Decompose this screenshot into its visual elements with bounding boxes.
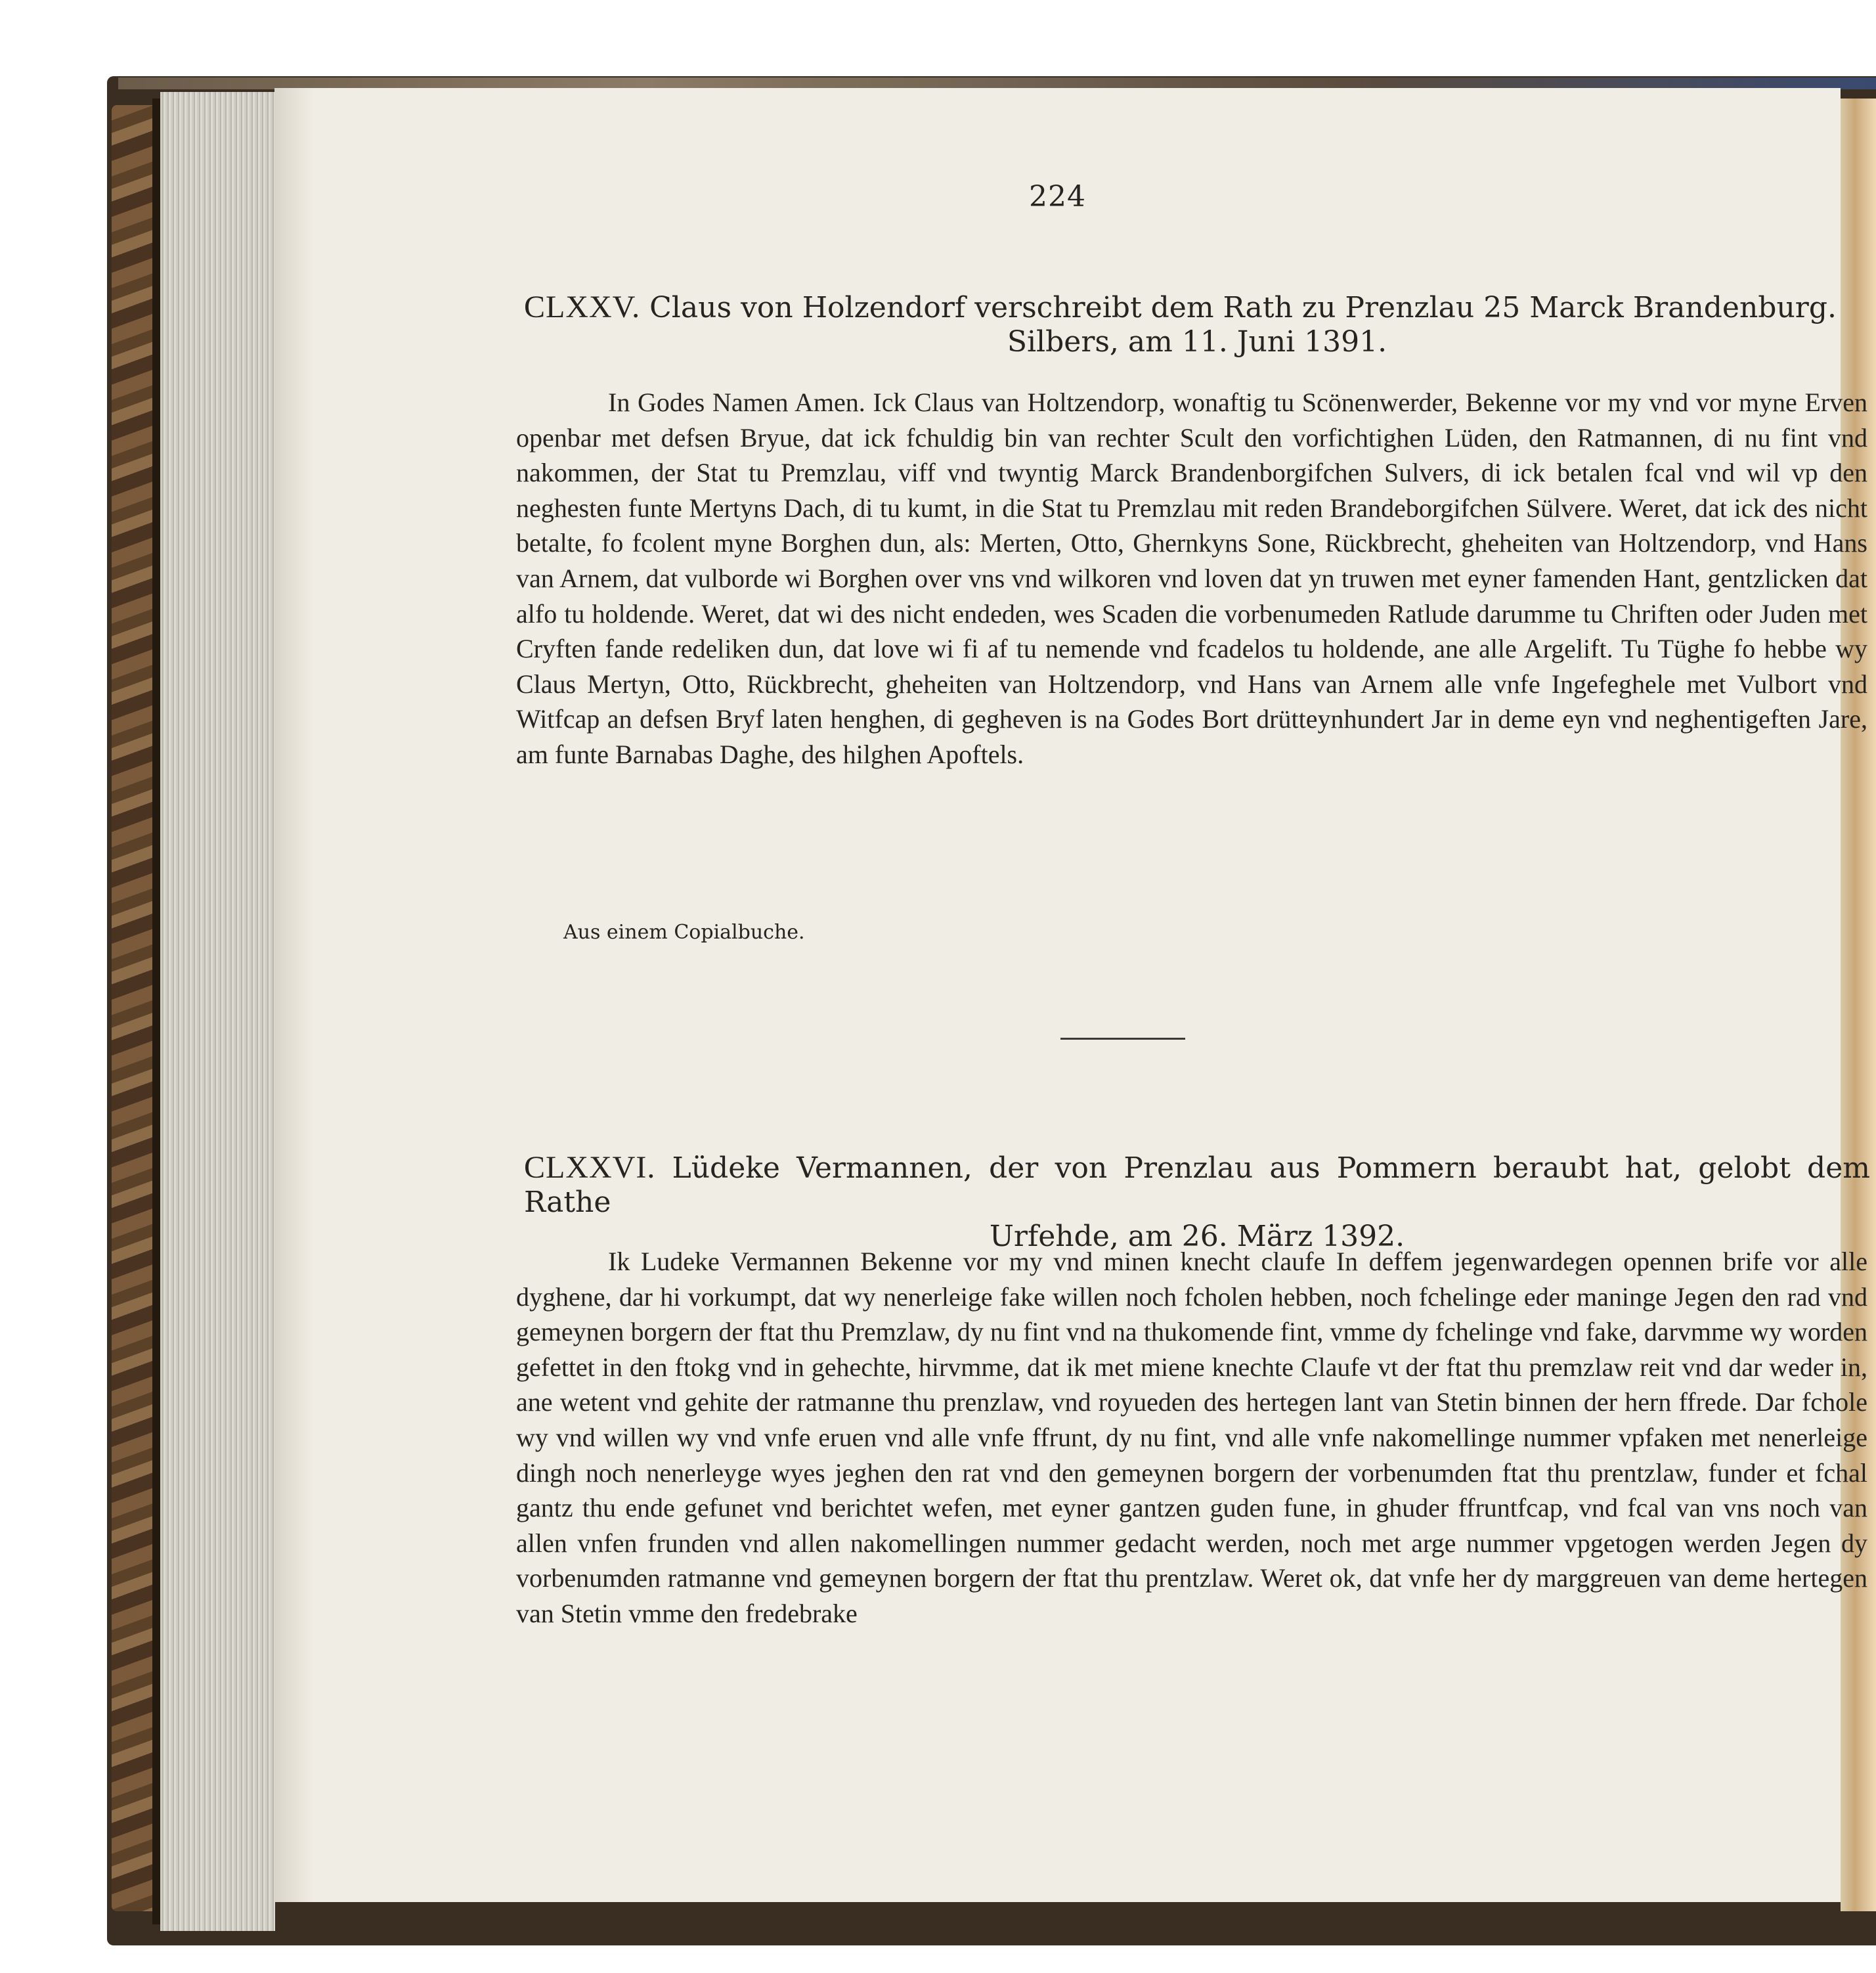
doc2-body (516, 1244, 1867, 1631)
facing-page-edge (1841, 99, 1876, 1911)
doc2-heading (524, 1151, 1870, 1254)
page-stack-edge (160, 92, 275, 1931)
doc1-body-text: In Godes Namen Amen. Ick Claus van Holtzendorp, wonaftig tu Scönenwerder, Bekenne vor my vnd vor myne Erven openbar met defsen Bryue, dat ick fchuldig bin van rechter Scult den vorfichtighen Lüden, den Ratmannen, di nu fint vnd nakommen, der Stat tu Premzlau, viff vnd twyntig Marck Brandenborgifchen Sulvers, di ick betalen fcal vnd wil vp den neghesten funte Mertyns Dach, di tu kumt, in die Stat tu Premzlau mit reden Brandeborgifchen Sülvere. Weret, dat ick des nicht betalte, fo fcolent myne Borghen dun, als: Merten, Otto, Ghernkyns Sone, Rückbrecht, gheheiten van Holtzendorp, vnd Hans van Arnem, dat vulborde wi Borghen over vns vnd wilkoren vnd loven dat yn truwen met eyner famenden Hant, gentzlicken dat alfo tu holdende. Weret, dat wi des nicht endeden, wes Scaden die vorbenumeden Ratlude darumme tu Chriften oder Juden met Cryften fande redeliken dun, dat love wi fi af tu nemende vnd fcadelos tu holdende, ane alle Argelift. Tu Tüghe fo hebbe wy Claus Mertyn, Otto, Rückbrecht, gheheiten van Holtzendorp, vnd Hans van Arnem alle vnfe Ingefeghele met Vulbort vnd Witfcap an defsen Bryf laten henghen, di gegheven is na Godes Bort drütteynhundert Jar in deme eyn vnd neghentigeften Jare, am funte Barnabas Daghe, des hilghen Apoftels. (516, 388, 1867, 769)
book-spine (152, 99, 160, 1924)
doc2-numeral: CLXXVI. (524, 1150, 656, 1185)
doc1-heading (524, 290, 1870, 359)
marbled-cover-edge (112, 105, 158, 1911)
doc2-title-line1: Lüdeke Vermannen, der von Prenzlau aus Pommern beraubt hat, gelobt dem Rathe (524, 1151, 1870, 1219)
page-number: 224 (1029, 180, 1086, 213)
section-divider (1060, 1038, 1185, 1040)
doc1-title-line2: Silbers, am 11. Juni 1391. (1007, 325, 1387, 359)
doc1-title-line1: Claus von Holzendorf verschreibt dem Rath zu Prenzlau 25 Marck Brandenburg. (649, 291, 1837, 324)
doc2-title-line2: Urfehde, am 26. März 1392. (989, 1220, 1405, 1253)
doc1-source-note: Aus einem Copialbuche. (563, 921, 805, 944)
doc1-numeral: CLXXV. (524, 290, 641, 324)
page-content (274, 88, 1870, 1902)
doc2-body-text: Ik Ludeke Vermannen Bekenne vor my vnd minen knecht claufe In deffem jegenwardegen opennen brife vor alle dyghene, dar hi vorkumpt, dat wy nenerleige fake willen noch fcholen hebben, noch fchelinge eder maninge Jegen den rad vnd gemeynen borgern der ftat thu Premzlaw, dy nu fint vnd na thukomende fint, vmme dy fchelinge vnd fake, darvmme wy worden gefettet in den ftokg vnd in gehechte, hirvmme, dat ik met miene knechte Claufe vt der ftat thu premzlaw reit vnd dar weder in, ane wetent vnd gehite der ratmanne thu prenzlaw, vnd royueden des hertegen lant van Stetin binnen der hern ffrede. Dar fchole wy vnd willen wy vnd vnfe eruen vnd alle vnfe ffrunt, dy nu fint, vnd alle vnfe nakomellinge nummer vpfaken met nenerleige dingh noch nenerleyge wyes jeghen den rat vnd den gemeynen borgern der vorbenumden ftat thu prentzlaw, funder et fchal gantz thu ende gefunet vnd berichtet wefen, met eyner gantzen guden fune, in ghuder ffruntfcap, vnd fcal van vns noch van allen vnfen frunden vnd allen nakomellingen nummer gedacht werden, noch met arge nummer vpgetogen werden Jegen dy vorbenumden ratmanne vnd gemeynen borgern der ftat thu prentzlaw. Weret ok, dat vnfe her dy marggreuen van deme hertegen van Stetin vmme den fredebrake (516, 1247, 1867, 1628)
doc1-body (516, 385, 1867, 772)
